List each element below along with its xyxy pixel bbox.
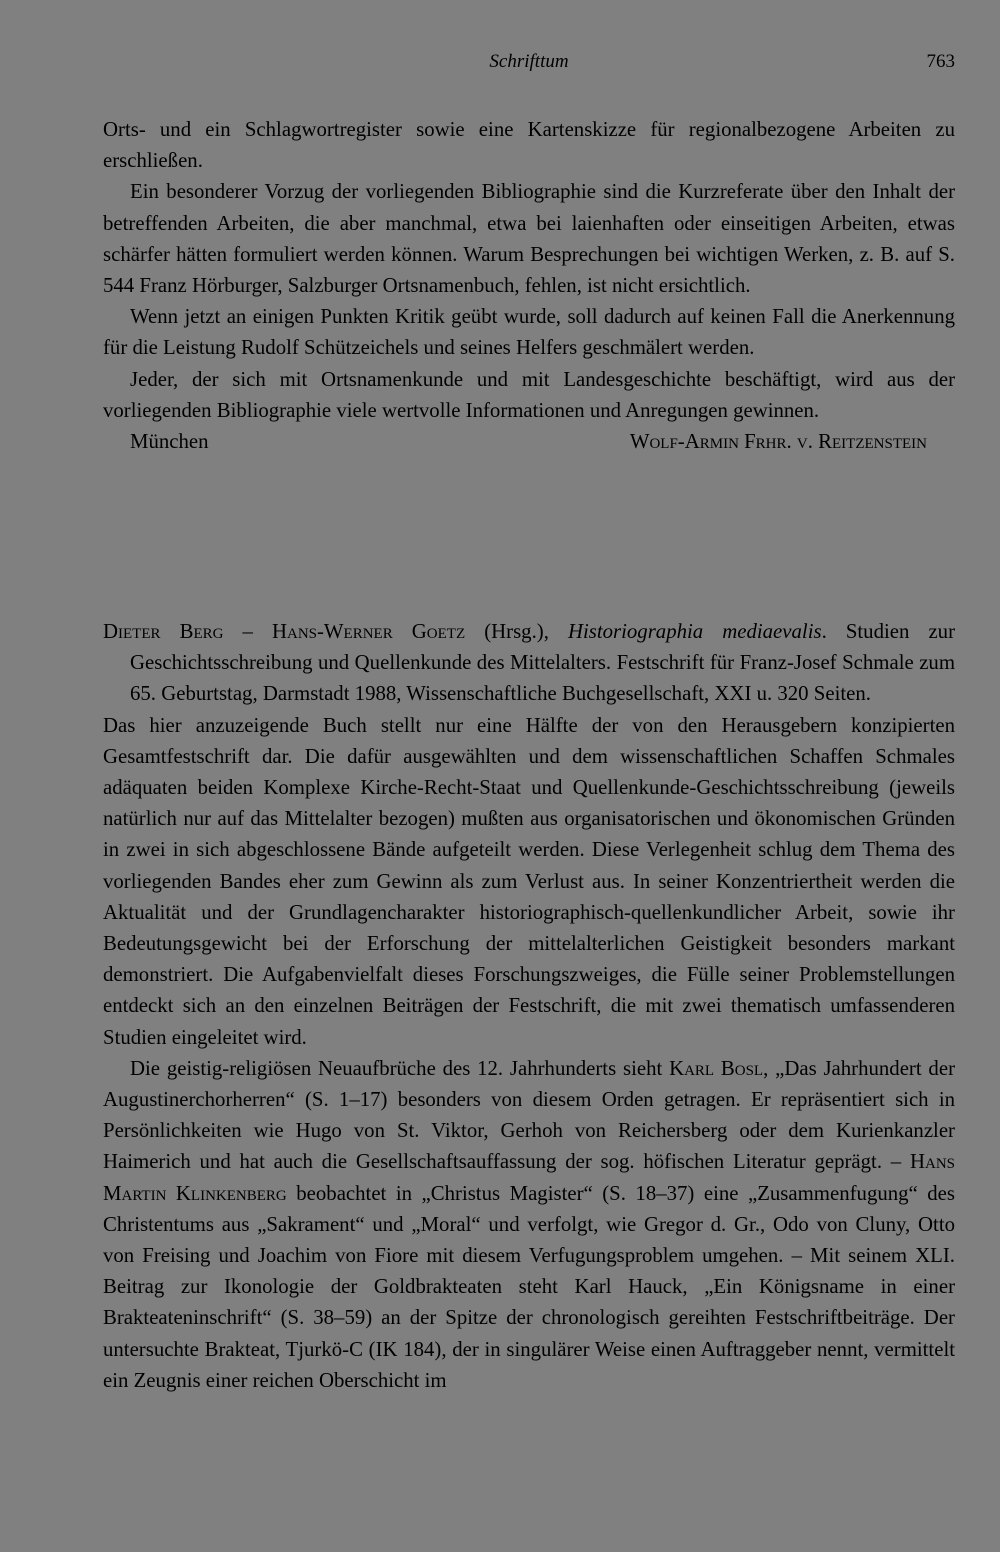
running-title: Schrifttum	[489, 51, 569, 72]
bibliographic-entry	[103, 616, 955, 710]
paragraph: Wenn jetzt an einigen Punkten Kritik geübt wurde, soll dadurch auf keinen Fall die Anerkennung für die Leistung Rudolf Schützeichels und seines Helfers geschmälert werden.	[103, 305, 955, 360]
page-number: 763	[926, 51, 955, 72]
paragraph: Das hier anzuzeigende Buch stellt nur eine Hälfte der von den Herausgebern konzipierten Gesamtfestschrift dar. Die dafür ausgewählten und dem wissenschaftlichen Schaffen Schmales adäquaten beiden Komplexe Kirche-Recht-Staat und Quellenkunde-Geschichtsschreibung (jeweils natürlich nur auf das Mittelalter bezogen) mußten aus organisatorischen und ökonomischen Gründen in zwei in sich abgeschlossene Bände aufgeteilt werden. Diese Verlegenheit schlug dem Thema des vorliegenden Bandes eher zum Gewinn als zum Verlust aus. In seiner Konzentriertheit werden die Aktualität und der Grundlagencharakter historiographisch-quellenkundlicher Arbeit, sowie ihr Bedeutungsgewicht bei der Erforschung der mittelalterlichen Geistigkeit besonders markant demonstriert. Die Aufgabenvielfalt dieses Forschungszweiges, die Fülle seiner Problemstellungen entdeckt sich an den einzelnen Beiträgen der Festschrift, die mit zwei thematisch umfassenderen Studien eingeleitet wird.	[103, 713, 955, 1049]
paragraph	[103, 1053, 955, 1396]
bibliographic-details: . Studien zur Geschichtsschreibung und Quellenkunde des Mittelalters. Festschrift für Franz-Josef Schmale zum 65. Geburtstag, Darmstadt 1988, Wissenschaftliche Buchgesellschaft, XXI u. 320 Seiten.	[130, 620, 956, 706]
editor-note: (Hrsg.),	[465, 620, 568, 643]
text-run: , „Das Jahrhundert der Augustinerchorherren“ (S. 1–17) besonders von diesem Orden getragen. Er repräsentiert sich in Persönlichkeiten wie Hugo von St. Viktor, Gerhoh von Reichersberg oder dem Kurienkanzler Haimerich und hat auch die Gesellschaftsauffassung der sog. höfischen Literatur geprägt. –	[103, 1056, 955, 1174]
author-name: Karl Bosl	[669, 1056, 764, 1080]
text-run: Die geistig-religiösen Neuaufbrüche des 12. Jahrhunderts sieht	[130, 1056, 670, 1080]
text-run: beobachtet in „Christus Magister“ (S. 18–37) eine „Zusammenfugung“ des Christentums aus „Sakrament“ und „Moral“ und verfolgt, wie Gregor d. Gr., Odo von Cluny, Otto von Freising und Joachim von Fiore mit diesem Verfugungsproblem umgehen. – Mit seinem XLI. Beitrag zur Ikonologie der Goldbrakteaten steht Karl Hauck, „Ein Königsname in einer Brakteateninschrift“ (S. 38–59) an der Spitze der chronologisch gereihten Festschriftbeiträge. Der untersuchte Brakteat, Tjurkö-C (IK 184), der in singulärer Weise einen Auftraggeber nennt, vermittelt ein Zeugnis einer reichen Oberschicht im	[103, 1181, 955, 1392]
running-head	[103, 48, 955, 76]
review-reitzenstein	[103, 114, 955, 457]
review-signature-line	[103, 426, 955, 457]
paragraph: Ein besonderer Vorzug der vorliegenden Bibliographie sind die Kurzreferate über den Inhalt der betreffenden Arbeiten, die aber manchmal, etwa bei laienhaften oder einseitigen Arbeiten, etwas schärfer hätten formuliert werden können. Warum Besprechungen bei wichtigen Werken, z. B. auf S. 544 Franz Hörburger, Salzburger Ortsnamenbuch, fehlen, ist nicht ersichtlich.	[103, 180, 955, 298]
editors: Dieter Berg – Hans-Werner Goetz	[103, 620, 466, 643]
review-place: München	[130, 430, 209, 454]
paragraph: Jeder, der sich mit Ortsnamenkunde und mit Landesgeschichte beschäftigt, wird aus der vorliegenden Bibliographie viele wertvolle Informationen und Anregungen gewinnen.	[103, 367, 955, 422]
author-name: Hans Martin Klinkenberg	[103, 1150, 955, 1205]
reviewer-name: Wolf-Armin Frhr. v. Reitzenstein	[629, 430, 927, 454]
review-historiographia	[103, 616, 955, 1396]
book-title: Historiographia mediaevalis	[567, 620, 822, 643]
paragraph: Orts- und ein Schlagwortregister sowie eine Kartenskizze für regionalbezogene Arbeiten zu erschließen.	[103, 118, 955, 173]
